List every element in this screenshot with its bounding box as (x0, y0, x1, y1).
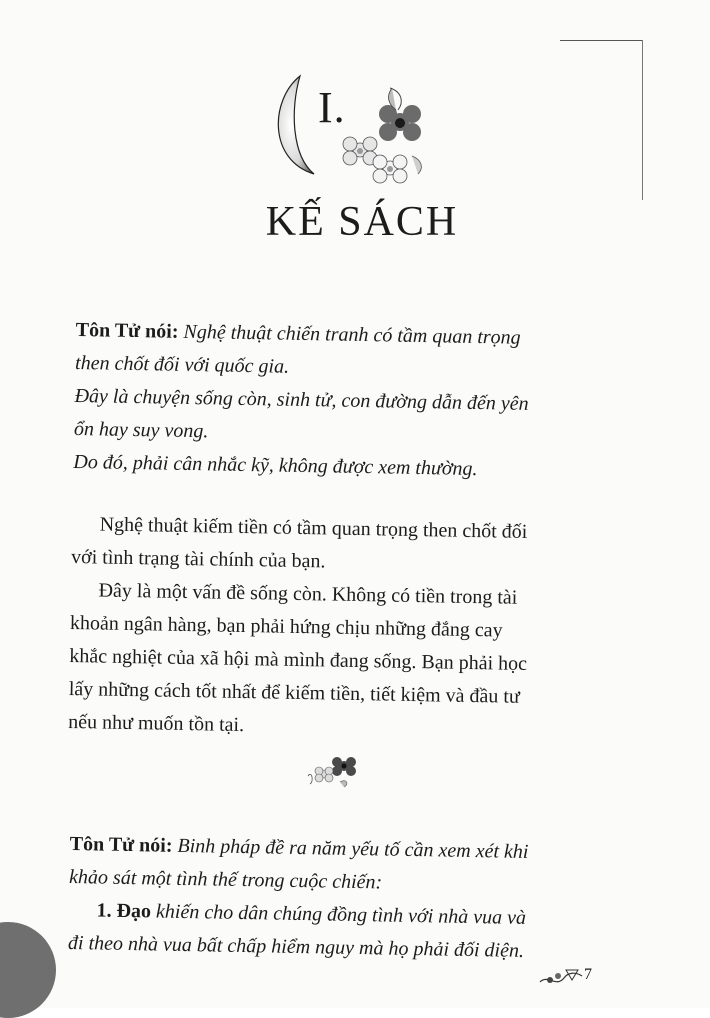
commentary-paragraphs (68, 508, 597, 748)
quote-line: ổn hay suy vong. (73, 417, 209, 443)
page-corner-rule (560, 40, 642, 41)
chapter-number: I. (318, 83, 346, 132)
list-term: Đạo (116, 899, 152, 923)
quote-line: Do đó, phải cân nhắc kỹ, không được xem thường. (73, 450, 478, 481)
quote-line: then chốt đối với quốc gia. (74, 351, 290, 378)
page-edge-rule (642, 40, 643, 200)
paragraph-line: lấy những cách tốt nhất để kiếm tiền, tiết kiệm và đầu tư (68, 677, 520, 708)
paragraph-line: khắc nghiệt của xã hội mà mình đang sống. Bạn phải học (69, 644, 528, 675)
list-number: 1. (96, 899, 112, 922)
footer-flourish-icon (538, 962, 584, 990)
speaker-label: Tôn Tử nói: (69, 832, 173, 857)
page-number: 7 (584, 966, 592, 983)
speaker-label: Tôn Tử nói: (75, 318, 179, 343)
list-text: khiến cho dân chúng đồng tình với nhà vua và (155, 900, 527, 929)
paragraph-line: Nghệ thuật kiếm tiền có tầm quan trọng then chốt đối (99, 513, 528, 543)
quote-text: Binh pháp đề ra năm yếu tố cần xem xét khi (177, 834, 529, 864)
quote-line: Đây là chuyện sống còn, sinh tử, con đường dẫn đến yên (74, 384, 529, 415)
chapter-title: KẾ SÁCH (265, 199, 459, 245)
sun-tzu-quote-2 (68, 828, 600, 969)
list-item-continued: đi theo nhà vua bất chấp hiểm nguy mà họ phải đối diện. (67, 931, 525, 962)
flower-ornament (300, 752, 360, 790)
paragraph-line: khoản ngân hàng, bạn phải hứng chịu những đắng cay (69, 611, 503, 642)
quote-text: Nghệ thuật chiến tranh có tầm quan trọng (183, 320, 521, 349)
paragraph-line: Đây là một vấn đề sống còn. Không có tiền trong tài (98, 579, 518, 609)
quote-line: khảo sát một tình thế trong cuộc chiến: (68, 865, 383, 894)
paragraph-line: nếu như muốn tồn tại. (68, 710, 245, 737)
paragraph-line: với tình trạng tài chính của bạn. (70, 545, 326, 573)
sun-tzu-quote-1 (73, 314, 596, 488)
moon-flower-emblem (262, 70, 442, 200)
finger-shadow (0, 922, 56, 1018)
